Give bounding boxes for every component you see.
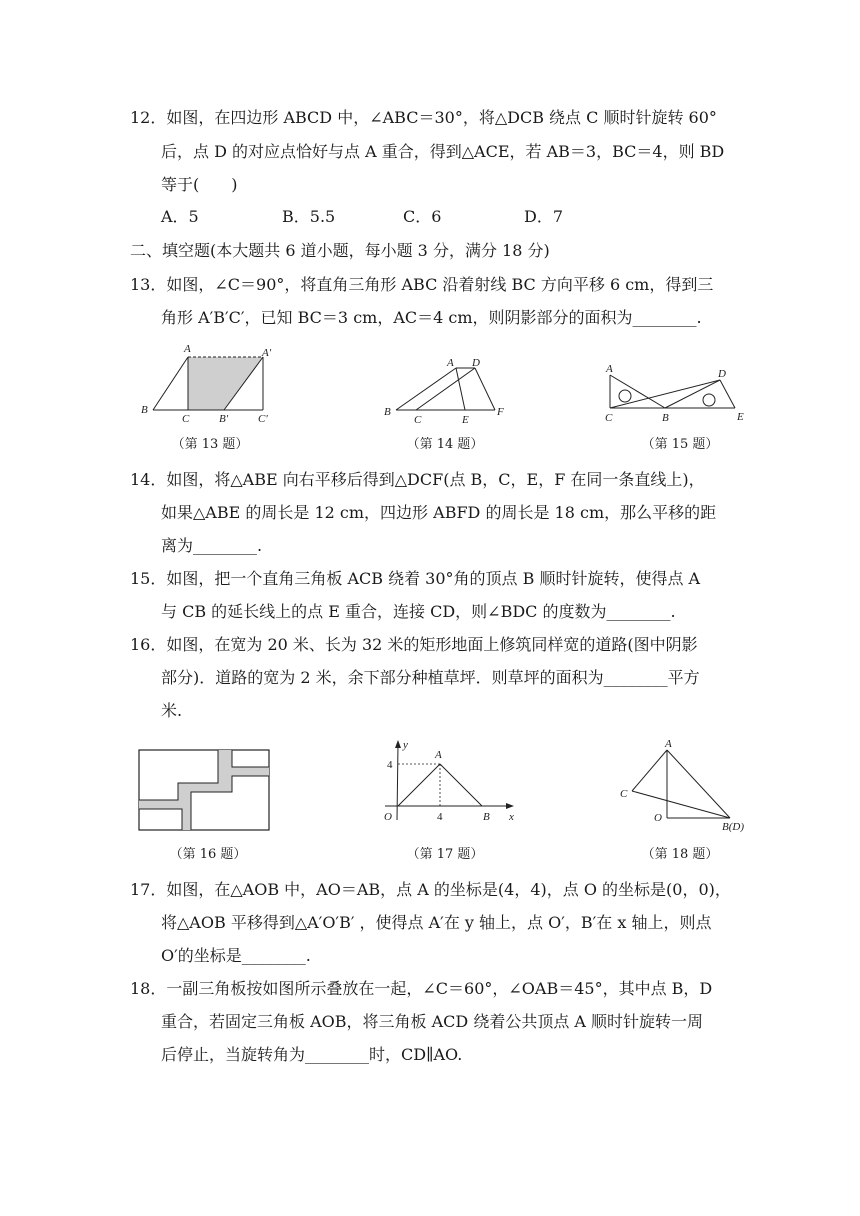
figure-16: [135, 745, 275, 835]
fig14-label-e: E: [462, 414, 469, 426]
figure-14: [380, 350, 520, 430]
fig15-label-a: A: [606, 363, 613, 375]
q12-line-1: 12．如图，在四边形 ABCD 中，∠ABC＝30°，将△DCB 绕点 C 顺时针旋转 60°: [130, 108, 717, 127]
q12-choice-a: A．5: [161, 207, 199, 226]
section-2-heading: 二、填空题(本大题共 6 道小题，每小题 3 分，满分 18 分): [130, 241, 550, 260]
figure-15: [595, 360, 755, 430]
fig18-label-c: C: [620, 788, 628, 800]
q17-line-3: O′的坐标是________.: [161, 946, 311, 965]
q18-line-1: 18．一副三角板按如图所示叠放在一起，∠C＝60°，∠OAB＝45°，其中点 B，D: [130, 979, 713, 998]
q12-choice-c: C．6: [403, 207, 442, 226]
q18-line-3: 后停止，当旋转角为________时，CD∥AO.: [161, 1045, 463, 1064]
q15-line-1: 15．如图，把一个直角三角板 ACB 绕着 30°角的顶点 B 顺时针旋转，使得点 A: [130, 569, 701, 588]
caption-figure-14: （第 14 题）: [406, 437, 484, 452]
caption-figure-16: （第 16 题）: [169, 847, 247, 862]
q16-line-1: 16．如图，在宽为 20 米、长为 32 米的矩形地面上修筑同样宽的道路(图中阴影: [130, 635, 698, 654]
fig13-label-a: A: [184, 343, 191, 355]
fig13-label-b-prime: B′: [219, 413, 229, 425]
q12-line-2: 后，点 D 的对应点恰好与点 A 重合，得到△ACE，若 AB＝3，BC＝4，则 BD: [161, 142, 725, 161]
fig14-label-b: B: [384, 406, 391, 418]
fig13-label-c: C: [182, 413, 190, 425]
q14-line-2: 如果△ABE 的周长是 12 cm，四边形 ABFD 的周长是 18 cm，那么平移的距: [161, 503, 717, 522]
fig15-label-c: C: [605, 412, 613, 424]
fig17-label-b: B: [483, 811, 490, 823]
figure-18: [610, 735, 760, 835]
caption-figure-18: （第 18 题）: [641, 847, 719, 862]
caption-figure-15: （第 15 题）: [641, 437, 719, 452]
fig14-label-c: C: [414, 414, 422, 426]
q17-line-1: 17．如图，在△AOB 中，AO＝AB，点 A 的坐标是(4，4)，点 O 的坐标是(0，0)，: [130, 880, 731, 899]
q15-line-2: 与 CB 的延长线上的点 E 重合，连接 CD，则∠BDC 的度数为________.: [161, 602, 676, 621]
figure-17: [370, 740, 520, 835]
q12-choice-b: B．5.5: [282, 207, 336, 226]
q12-choice-d: D．7: [524, 207, 564, 226]
q14-line-1: 14．如图，将△ABE 向右平移后得到△DCF(点 B，C，E，F 在同一条直线上)，: [130, 470, 705, 489]
fig18-label-bd: B(D): [722, 821, 744, 833]
q16-line-2: 部分)．道路的宽为 2 米，余下部分种植草坪．则草坪的面积为________平方: [161, 668, 700, 687]
fig17-label-o: O: [384, 811, 392, 823]
figure-13: [135, 340, 285, 430]
fig17-tick-x: 4: [437, 811, 443, 823]
fig15-label-d: D: [718, 368, 726, 380]
fig13-label-a-prime: A′: [262, 347, 272, 359]
q18-line-2: 重合，若固定三角板 AOB，将三角板 ACD 绕着公共顶点 A 顺时针旋转一周: [161, 1012, 704, 1031]
caption-figure-13: （第 13 题）: [171, 437, 249, 452]
fig13-label-c-prime: C′: [258, 413, 268, 425]
fig14-label-f: F: [497, 406, 504, 418]
caption-figure-17: （第 17 题）: [406, 847, 484, 862]
q12-line-3: 等于( ): [161, 175, 238, 194]
q13-line-1: 13．如图，∠C＝90°，将直角三角形 ABC 沿着射线 BC 方向平移 6 cm，得到三: [130, 275, 714, 294]
fig14-label-a: A: [447, 357, 454, 369]
q14-line-3: 离为________.: [161, 536, 263, 555]
fig14-label-d: D: [472, 357, 480, 369]
fig13-shaded-region: [188, 357, 263, 410]
fig18-label-a: A: [665, 738, 672, 750]
fig17-tick-y: 4: [387, 759, 393, 771]
fig18-label-o: O: [654, 812, 662, 824]
q17-line-2: 将△AOB 平移得到△A′O′B′ ，使得点 A′在 y 轴上，点 O′，B′在 x 轴上，则点: [161, 913, 712, 932]
fig13-label-b: B: [141, 404, 148, 416]
fig15-label-e: E: [737, 411, 744, 423]
fig17-label-a: A: [435, 749, 442, 761]
fig17-label-x: x: [509, 811, 514, 823]
q13-line-2: 角形 A′B′C′，已知 BC＝3 cm，AC＝4 cm，则阴影部分的面积为________.: [161, 308, 702, 327]
q16-line-3: 米.: [161, 701, 183, 720]
fig15-label-b: B: [662, 412, 669, 424]
fig17-label-y: y: [403, 739, 408, 751]
